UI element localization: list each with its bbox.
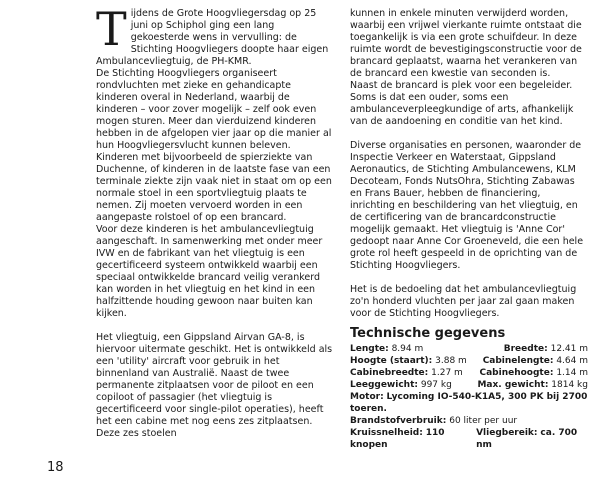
spec-key: Lengte:: [350, 344, 389, 354]
paragraph-ambulance: Voor deze kinderen is het ambulancevliegtuig aangeschaft. In samenwerking met onder meer IVW en de fabrikant van het vliegtuig is een gecertificeerd systeem ontwikkeld waarbij een speciaal ontwikkelde brancard veilig verankerd kan worden in het vliegtuig en het kind in een halfzittende houding gewoon naar buiten kan kijken.: [96, 224, 323, 319]
spec-row: [350, 367, 588, 379]
spec-key: Kruissnelheid:: [350, 428, 423, 438]
drop-cap: T: [96, 2, 127, 56]
specs-title: Technische gegevens: [350, 326, 506, 341]
spec-motor: [350, 391, 588, 415]
paragraph-seats: kunnen in enkele minuten verwijderd worden, waarbij een vrijwel vierkante ruimte ontstaat die toegankelijk is via een grote schuifdeur. In deze ruimte wordt de bevestigingsconstructie voor de brancard geplaatst, waarna het verankeren van de brancard een kwestie van seconden is.: [350, 8, 582, 79]
spec-value: 997 kg: [420, 380, 452, 390]
spec-value: 1814 kg: [551, 380, 588, 390]
paragraph-aircraft: Het vliegtuig, een Gippsland Airvan GA-8, is hiervoor uitermate geschikt. Het is ontwikkeld als een 'utility' aircraft voor gebruik in het binnenland van Australië. Naast de twee permanente zitplaatsen voor de piloot en een copiloot of passagier (het vliegtuig is gecertificeerd voor single-pilot operaties), heeft het een cabine met nog eens zes zitplaatsen. Deze zes stoelen: [96, 332, 333, 439]
spec-row: [350, 379, 588, 391]
spec-value: 1.27 m: [431, 368, 463, 378]
spec-key: Cabinelengte:: [482, 356, 554, 366]
spec-key: Vliegbereik:: [476, 428, 538, 438]
spec-key: Leeggewicht:: [350, 380, 418, 390]
spec-value: Lycoming IO-540-K1A5, 300 PK bij 2700 toeren.: [350, 392, 588, 414]
spec-key: Cabinehoogte:: [479, 368, 554, 378]
paragraph-organisation: De Stichting Hoogvliegers organiseert rondvluchten met zieke en gehandicapte kinderen overal in Nederland, waarbij de kinderen – voor zover mogelijk – zelf ook even mogen sturen. Meer dan vierduizend kinderen hebben in de afgelopen vier jaar op die manier al hun Hoogvliegersvlucht kunnen beleven.: [96, 68, 332, 151]
paragraph-gap: [350, 128, 588, 140]
paragraph-sponsors: Diverse organisaties en personen, waaronder de Inspectie Verkeer en Waterstaat, Gippsland Aeronautics, de Stichting Ambulancewens, KLM Decoteam, Fonds NutsOhra, Stichting Zabawas en Frans Bauer, hebben de financiering, inrichting en beschildering van het vliegtuig, en de certificering van de brancardconstructie mogelijk gemaakt. Het vliegtuig is 'Anne Cor' gedoopt naar Anne Cor Groeneveld, die een hele grote rol heeft gespeeld in de oprichting van de Stichting Hoogvliegers.: [350, 140, 584, 271]
paragraph-intro: ijdens de Grote Hoogvliegersdag op 25 juni op Schiphol ging een lang gekoesterde wens in vervulling: de Stichting Hoogvliegers doopte haar eigen Ambulancevliegtuig, de PH-KMR.: [96, 8, 329, 67]
spec-fuel: [350, 415, 588, 427]
spec-row: [350, 343, 588, 355]
paragraph-companion: Naast de brancard is plek voor een begeleider. Soms is dat een ouder, soms een ambulanceverpleegkundige of arts, afhankelijk van de aandoening en conditie van het kind.: [350, 80, 574, 127]
paragraph-goal: Het is de bedoeling dat het ambulancevliegtuig zo'n honderd vluchten per jaar zal gaan maken voor de Stichting Hoogvliegers.: [350, 284, 577, 319]
spec-value: 60 liter per uur: [449, 416, 518, 426]
article-column-left: [96, 2, 334, 440]
spec-key: Motor:: [350, 392, 384, 402]
page-number: 18: [47, 460, 64, 475]
spec-value: ca. 700 nm: [476, 428, 578, 450]
article-column-right: [350, 8, 588, 451]
spec-key: Breedte:: [503, 344, 548, 354]
spec-value: 4.64 m: [556, 356, 588, 366]
spec-key: Hoogte (staart):: [350, 356, 433, 366]
spec-row: [350, 427, 588, 451]
paragraph-gap: [350, 272, 588, 284]
spec-value: 110 knopen: [350, 428, 445, 450]
spec-value: 1.14 m: [556, 368, 588, 378]
specs-table: [350, 343, 588, 451]
paragraph-gap: [96, 320, 334, 332]
paragraph-children: Kinderen met bijvoorbeeld de spierziekte van Duchenne, of kinderen in de laatste fase van een terminale ziekte zijn vaak niet in staat om op een normale stoel in een sportvliegtuig plaats te nemen. Zij moeten vervoerd worden in een aangepaste rolstoel of op een brancard.: [96, 152, 332, 223]
spec-key: Brandstofverbruik:: [350, 416, 447, 426]
spec-key: Cabinebreedte:: [350, 368, 429, 378]
spec-value: 12.41 m: [550, 344, 588, 354]
spec-key: Max. gewicht:: [477, 380, 549, 390]
spec-value: 8.94 m: [391, 344, 424, 354]
spec-value: 3.88 m: [435, 356, 467, 366]
spec-row: [350, 355, 588, 367]
